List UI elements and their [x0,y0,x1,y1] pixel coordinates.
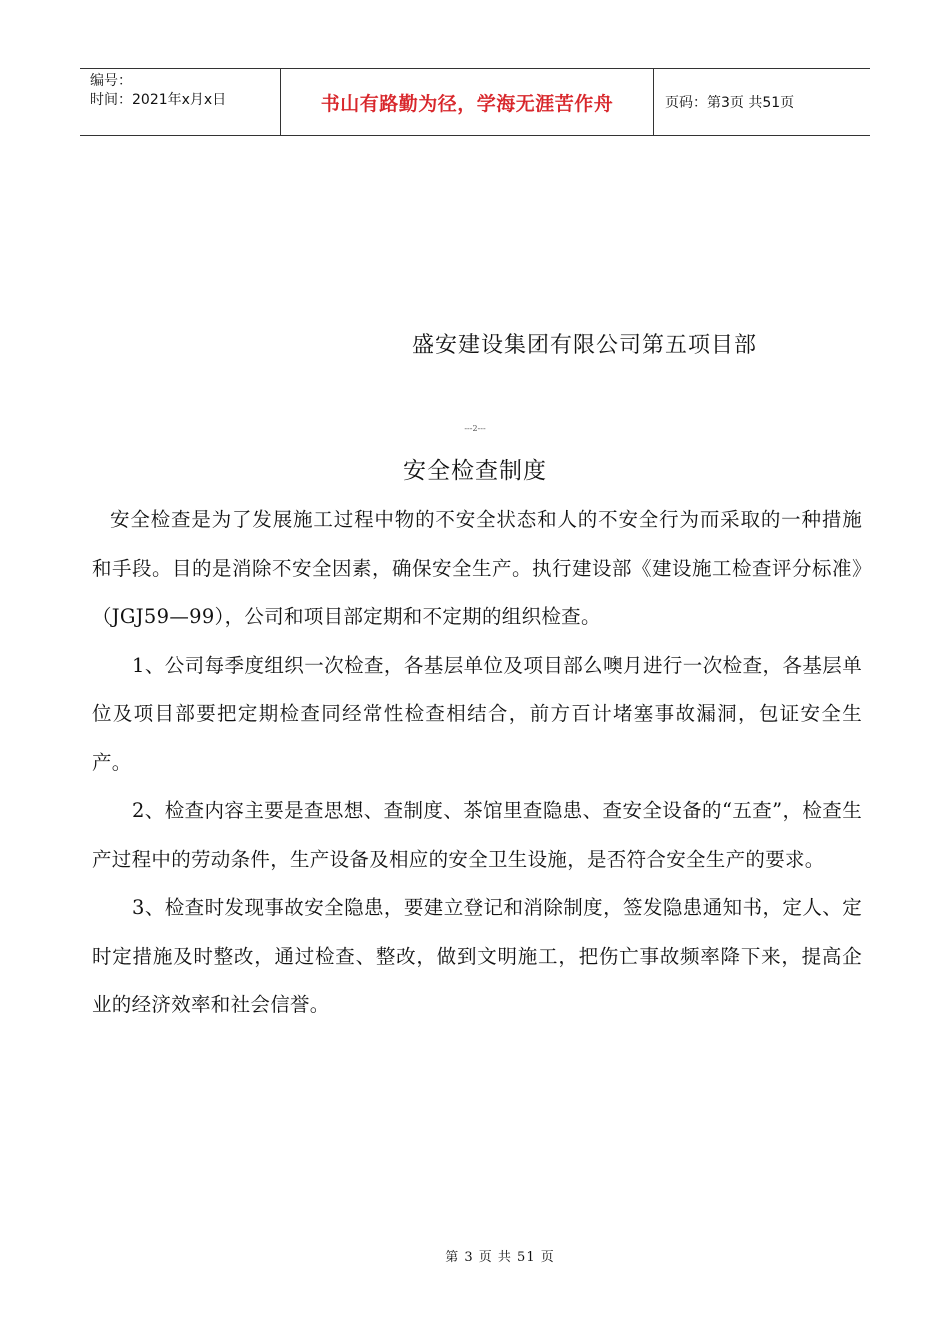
page-info: 页码：第3页 共51页 [665,95,795,111]
document-title: 安全检查制度 [403,458,547,484]
paragraph-item-2: 2、检查内容主要是查思想、查制度、茶馆里查隐患、查安全设备的“五查”，检查生产过程中的劳动条件，生产设备及相应的安全卫生设施，是否符合安全生产的要求。 [92,799,862,871]
time-label: 时间：2021年x月x日 [90,92,227,108]
header-page-cell [654,69,870,135]
paragraph-item-1: 1、公司每季度组织一次检查，各基层单位及项目部么噢月进行一次检查，各基层单位及项目部要把定期检查同经常性检查相结合，前方百计堵塞事故漏洞，包证安全生产。 [92,653,862,774]
serial-label: 编号： [90,73,132,89]
page-header [80,68,870,136]
header-motto-cell [281,69,654,135]
header-meta-cell [80,69,281,135]
small-page-mark: ---2--- [464,424,486,433]
motto-text: 书山有路勤为径，学海无涯苦作舟 [320,92,614,115]
company-name: 盛安建设集团有限公司第五项目部 [412,333,758,358]
page-footer: 第 3 页 共 51 页 [445,1250,555,1265]
paragraph-intro: 安全检查是为了发展施工过程中物的不安全状态和人的不安全行为而采取的一种措施和手段。目的是消除不安全因素，确保安全生产。执行建设部《建设施工检查评分标准》（JGJ59—99），公司和项目部定期和不定期的组织检查。 [92,508,862,628]
document-body [92,496,862,1030]
paragraph-item-3: 3、检查时发现事故安全隐患，要建立登记和消除制度，签发隐患通知书，定人、定时定措施及时整改，通过检查、整改，做到文明施工，把伤亡事故频率降下来，提高企业的经济效率和社会信誉。 [92,896,862,1016]
